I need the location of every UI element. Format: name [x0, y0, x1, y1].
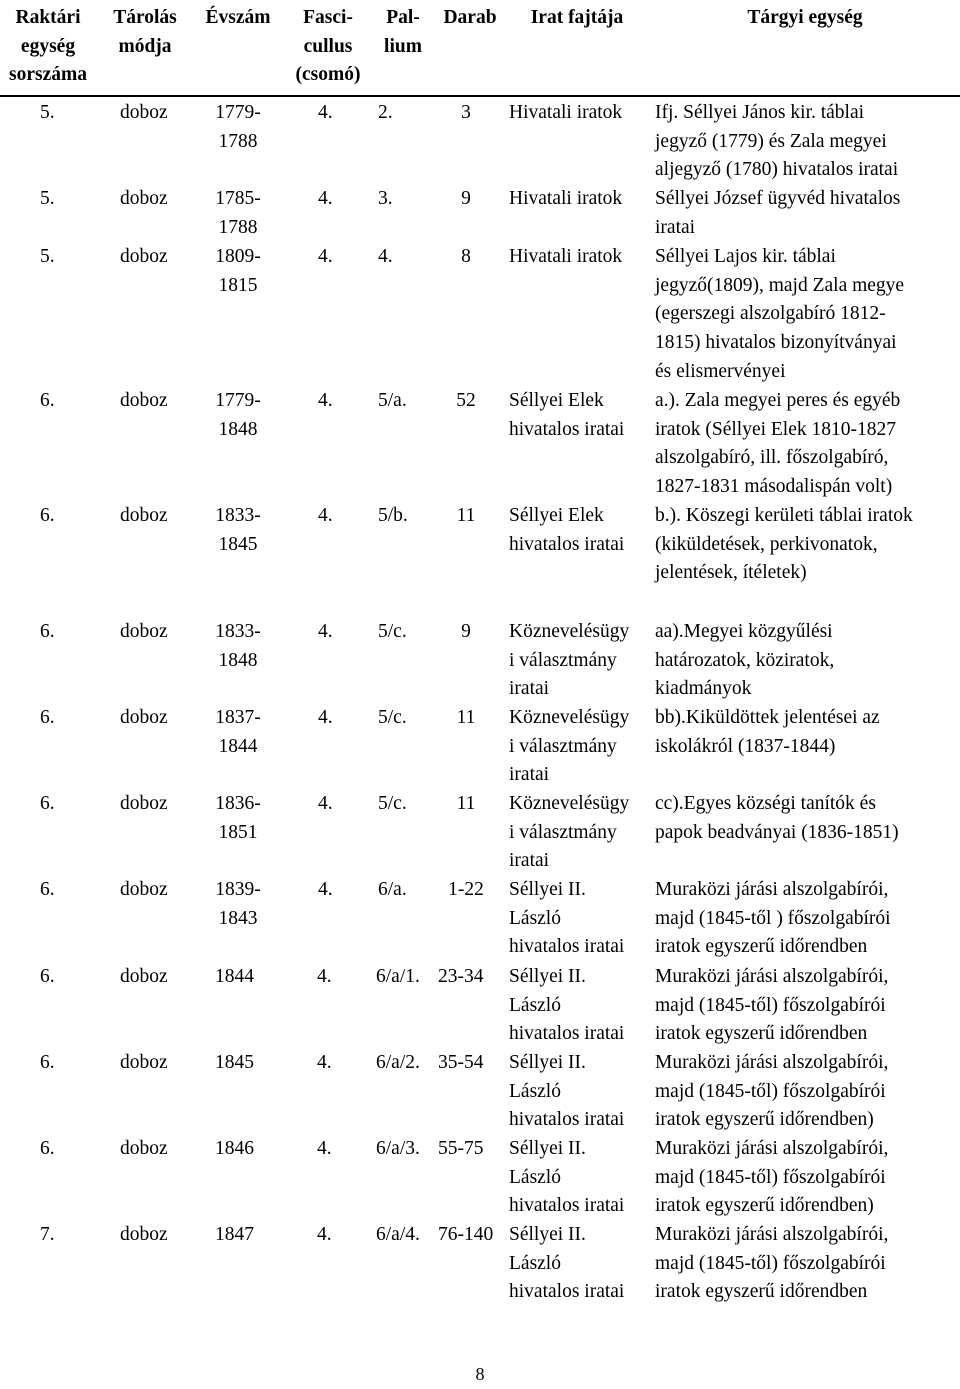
- cell-irat-fajtaja: Köznevelésügy i választmány iratai: [509, 707, 630, 786]
- cell-darab: 55-75: [438, 1138, 484, 1159]
- cell-fasciculus: 4.: [318, 793, 333, 814]
- cell-darab: 11: [456, 505, 476, 526]
- cell-darab: 76-140: [438, 1224, 494, 1245]
- cell-darab: 23-34: [438, 966, 484, 987]
- cell-evszam: 1836- 1851: [215, 793, 261, 843]
- cell-irat-fajtaja: Séllyei II. László hivatalos iratai: [509, 1224, 625, 1303]
- cell-raktari: 6.: [40, 390, 55, 411]
- cell-targyi-egyseg: a.). Zala megyei peres és egyéb iratok (Séllyei Elek 1810-1827 alszolgabíró, ill. főszolgabíró, 1827-1831 másodalispán volt): [655, 390, 901, 498]
- cell-evszam: 1846: [215, 1138, 254, 1159]
- cell-evszam: 1809- 1815: [215, 246, 261, 296]
- cell-irat-fajtaja: Hivatali iratok: [509, 102, 623, 123]
- cell-darab: 3: [461, 102, 471, 123]
- page-number: 8: [475, 1364, 485, 1384]
- header-raktari: Raktári egység sorszáma: [9, 7, 87, 86]
- cell-targyi-egyseg: b.). Köszegi kerületi táblai iratok (kiküldetések, perkivonatok, jelentések, ítéletek): [655, 505, 913, 584]
- cell-darab: 8: [461, 246, 471, 267]
- cell-evszam: 1844: [215, 966, 254, 987]
- cell-fasciculus: 4.: [318, 246, 333, 267]
- cell-fasciculus: 4.: [317, 1224, 332, 1245]
- cell-irat-fajtaja: Köznevelésügy i választmány iratai: [509, 793, 630, 872]
- cell-darab: 11: [456, 707, 476, 728]
- cell-raktari: 6.: [40, 966, 55, 987]
- cell-irat-fajtaja: Séllyei II. László hivatalos iratai: [509, 1052, 625, 1131]
- cell-raktari: 6.: [40, 793, 55, 814]
- cell-raktari: 5.: [40, 102, 55, 123]
- cell-pallium: 6/a/3.: [376, 1138, 420, 1159]
- cell-darab: 35-54: [438, 1052, 484, 1073]
- header-irat-fajtaja: Irat fajtája: [530, 7, 624, 28]
- cell-tarolas: doboz: [120, 1138, 168, 1159]
- cell-targyi-egyseg: cc).Egyes községi tanítók és papok beadványai (1836-1851): [655, 793, 899, 843]
- header-pallium: Pal- lium: [384, 7, 422, 57]
- cell-fasciculus: 4.: [318, 707, 333, 728]
- cell-pallium: 2.: [378, 102, 393, 123]
- cell-irat-fajtaja: Séllyei II. László hivatalos iratai: [509, 879, 625, 958]
- cell-irat-fajtaja: Hivatali iratok: [509, 246, 623, 267]
- cell-tarolas: doboz: [120, 102, 168, 123]
- cell-targyi-egyseg: Muraközi járási alszolgabírói, majd (1845-től) főszolgabírói iratok egyszerű időrendben): [655, 1052, 889, 1131]
- cell-fasciculus: 4.: [318, 102, 333, 123]
- header-evszam: Évszám: [205, 7, 271, 28]
- cell-pallium: 4.: [378, 246, 393, 267]
- cell-targyi-egyseg: Muraközi járási alszolgabírói, majd (1845-től) főszolgabírói iratok egyszerű időrendben: [655, 966, 889, 1045]
- cell-darab: 1-22: [448, 879, 484, 900]
- cell-irat-fajtaja: Séllyei II. László hivatalos iratai: [509, 1138, 625, 1217]
- cell-raktari: 6.: [40, 505, 55, 526]
- cell-evszam: 1833- 1845: [215, 505, 261, 555]
- cell-targyi-egyseg: Séllyei Lajos kir. táblai jegyző(1809), majd Zala megye (egerszegi alszolgabíró 1812- 1815) hivatalos bizonyítványai és elismervényei: [655, 246, 905, 382]
- cell-pallium: 6/a/2.: [376, 1052, 420, 1073]
- cell-raktari: 6.: [40, 707, 55, 728]
- cell-pallium: 5/c.: [378, 707, 407, 728]
- cell-evszam: 1845: [215, 1052, 254, 1073]
- cell-targyi-egyseg: Muraközi járási alszolgabírói, majd (1845-től) főszolgabírói iratok egyszerű időrendben: [655, 1224, 889, 1303]
- cell-darab: 52: [456, 390, 476, 411]
- cell-fasciculus: 4.: [318, 188, 333, 209]
- cell-tarolas: doboz: [120, 966, 168, 987]
- cell-tarolas: doboz: [120, 1224, 168, 1245]
- cell-tarolas: doboz: [120, 793, 168, 814]
- cell-fasciculus: 4.: [317, 966, 332, 987]
- cell-raktari: 7.: [40, 1224, 55, 1245]
- cell-pallium: 6/a.: [378, 879, 407, 900]
- cell-evszam: 1779- 1788: [215, 102, 261, 152]
- cell-pallium: 6/a/4.: [376, 1224, 420, 1245]
- cell-fasciculus: 4.: [318, 621, 333, 642]
- cell-targyi-egyseg: Muraközi járási alszolgabírói, majd (1845-től ) főszolgabírói iratok egyszerű időrendben: [655, 879, 891, 958]
- cell-raktari: 6.: [40, 1052, 55, 1073]
- cell-darab: 9: [461, 188, 471, 209]
- cell-raktari: 5.: [40, 246, 55, 267]
- cell-fasciculus: 4.: [317, 1138, 332, 1159]
- cell-tarolas: doboz: [120, 621, 168, 642]
- cell-evszam: 1779- 1848: [215, 390, 261, 440]
- cell-pallium: 5/a.: [378, 390, 407, 411]
- header-fasciculus: Fasci- cullus (csomó): [295, 7, 361, 86]
- cell-pallium: 5/b.: [378, 505, 408, 526]
- cell-pallium: 3.: [378, 188, 393, 209]
- cell-evszam: 1785- 1788: [215, 188, 261, 238]
- cell-pallium: 5/c.: [378, 621, 407, 642]
- cell-darab: 11: [456, 793, 476, 814]
- cell-targyi-egyseg: Ifj. Séllyei János kir. táblai jegyző (1779) és Zala megyei aljegyző (1780) hivatalos iratai: [655, 102, 899, 181]
- cell-raktari: 6.: [40, 621, 55, 642]
- cell-evszam: 1847: [215, 1224, 254, 1245]
- cell-fasciculus: 4.: [318, 390, 333, 411]
- cell-fasciculus: 4.: [317, 1052, 332, 1073]
- cell-tarolas: doboz: [120, 188, 168, 209]
- cell-tarolas: doboz: [120, 505, 168, 526]
- cell-irat-fajtaja: Séllyei Elek hivatalos iratai: [509, 505, 625, 555]
- cell-raktari: 6.: [40, 879, 55, 900]
- cell-targyi-egyseg: aa).Megyei közgyűlési határozatok, köziratok, kiadmányok: [655, 621, 835, 700]
- cell-evszam: 1837- 1844: [215, 707, 261, 757]
- cell-irat-fajtaja: Séllyei II. László hivatalos iratai: [509, 966, 625, 1045]
- cell-fasciculus: 4.: [318, 505, 333, 526]
- cell-targyi-egyseg: Séllyei József ügyvéd hivatalos iratai: [655, 188, 901, 238]
- cell-tarolas: doboz: [120, 1052, 168, 1073]
- cell-raktari: 6.: [40, 1138, 55, 1159]
- cell-tarolas: doboz: [120, 390, 168, 411]
- cell-tarolas: doboz: [120, 707, 168, 728]
- header-tarolas: Tárolás módja: [113, 7, 177, 57]
- header-targyi-egyseg: Tárgyi egység: [747, 7, 863, 28]
- cell-tarolas: doboz: [120, 246, 168, 267]
- cell-darab: 9: [461, 621, 471, 642]
- cell-targyi-egyseg: bb).Kiküldöttek jelentései az iskolákról (1837-1844): [655, 707, 880, 757]
- cell-pallium: 6/a/1.: [376, 966, 420, 987]
- header-darab: Darab: [443, 7, 497, 28]
- cell-raktari: 5.: [40, 188, 55, 209]
- cell-irat-fajtaja: Hivatali iratok: [509, 188, 623, 209]
- cell-tarolas: doboz: [120, 879, 168, 900]
- cell-targyi-egyseg: Muraközi járási alszolgabírói, majd (1845-től) főszolgabírói iratok egyszerű időrendben): [655, 1138, 889, 1217]
- cell-evszam: 1833- 1848: [215, 621, 261, 671]
- cell-evszam: 1839- 1843: [215, 879, 261, 929]
- cell-pallium: 5/c.: [378, 793, 407, 814]
- cell-fasciculus: 4.: [318, 879, 333, 900]
- cell-irat-fajtaja: Séllyei Elek hivatalos iratai: [509, 390, 625, 440]
- table-header: [0, 0, 960, 97]
- cell-irat-fajtaja: Köznevelésügy i választmány iratai: [509, 621, 630, 700]
